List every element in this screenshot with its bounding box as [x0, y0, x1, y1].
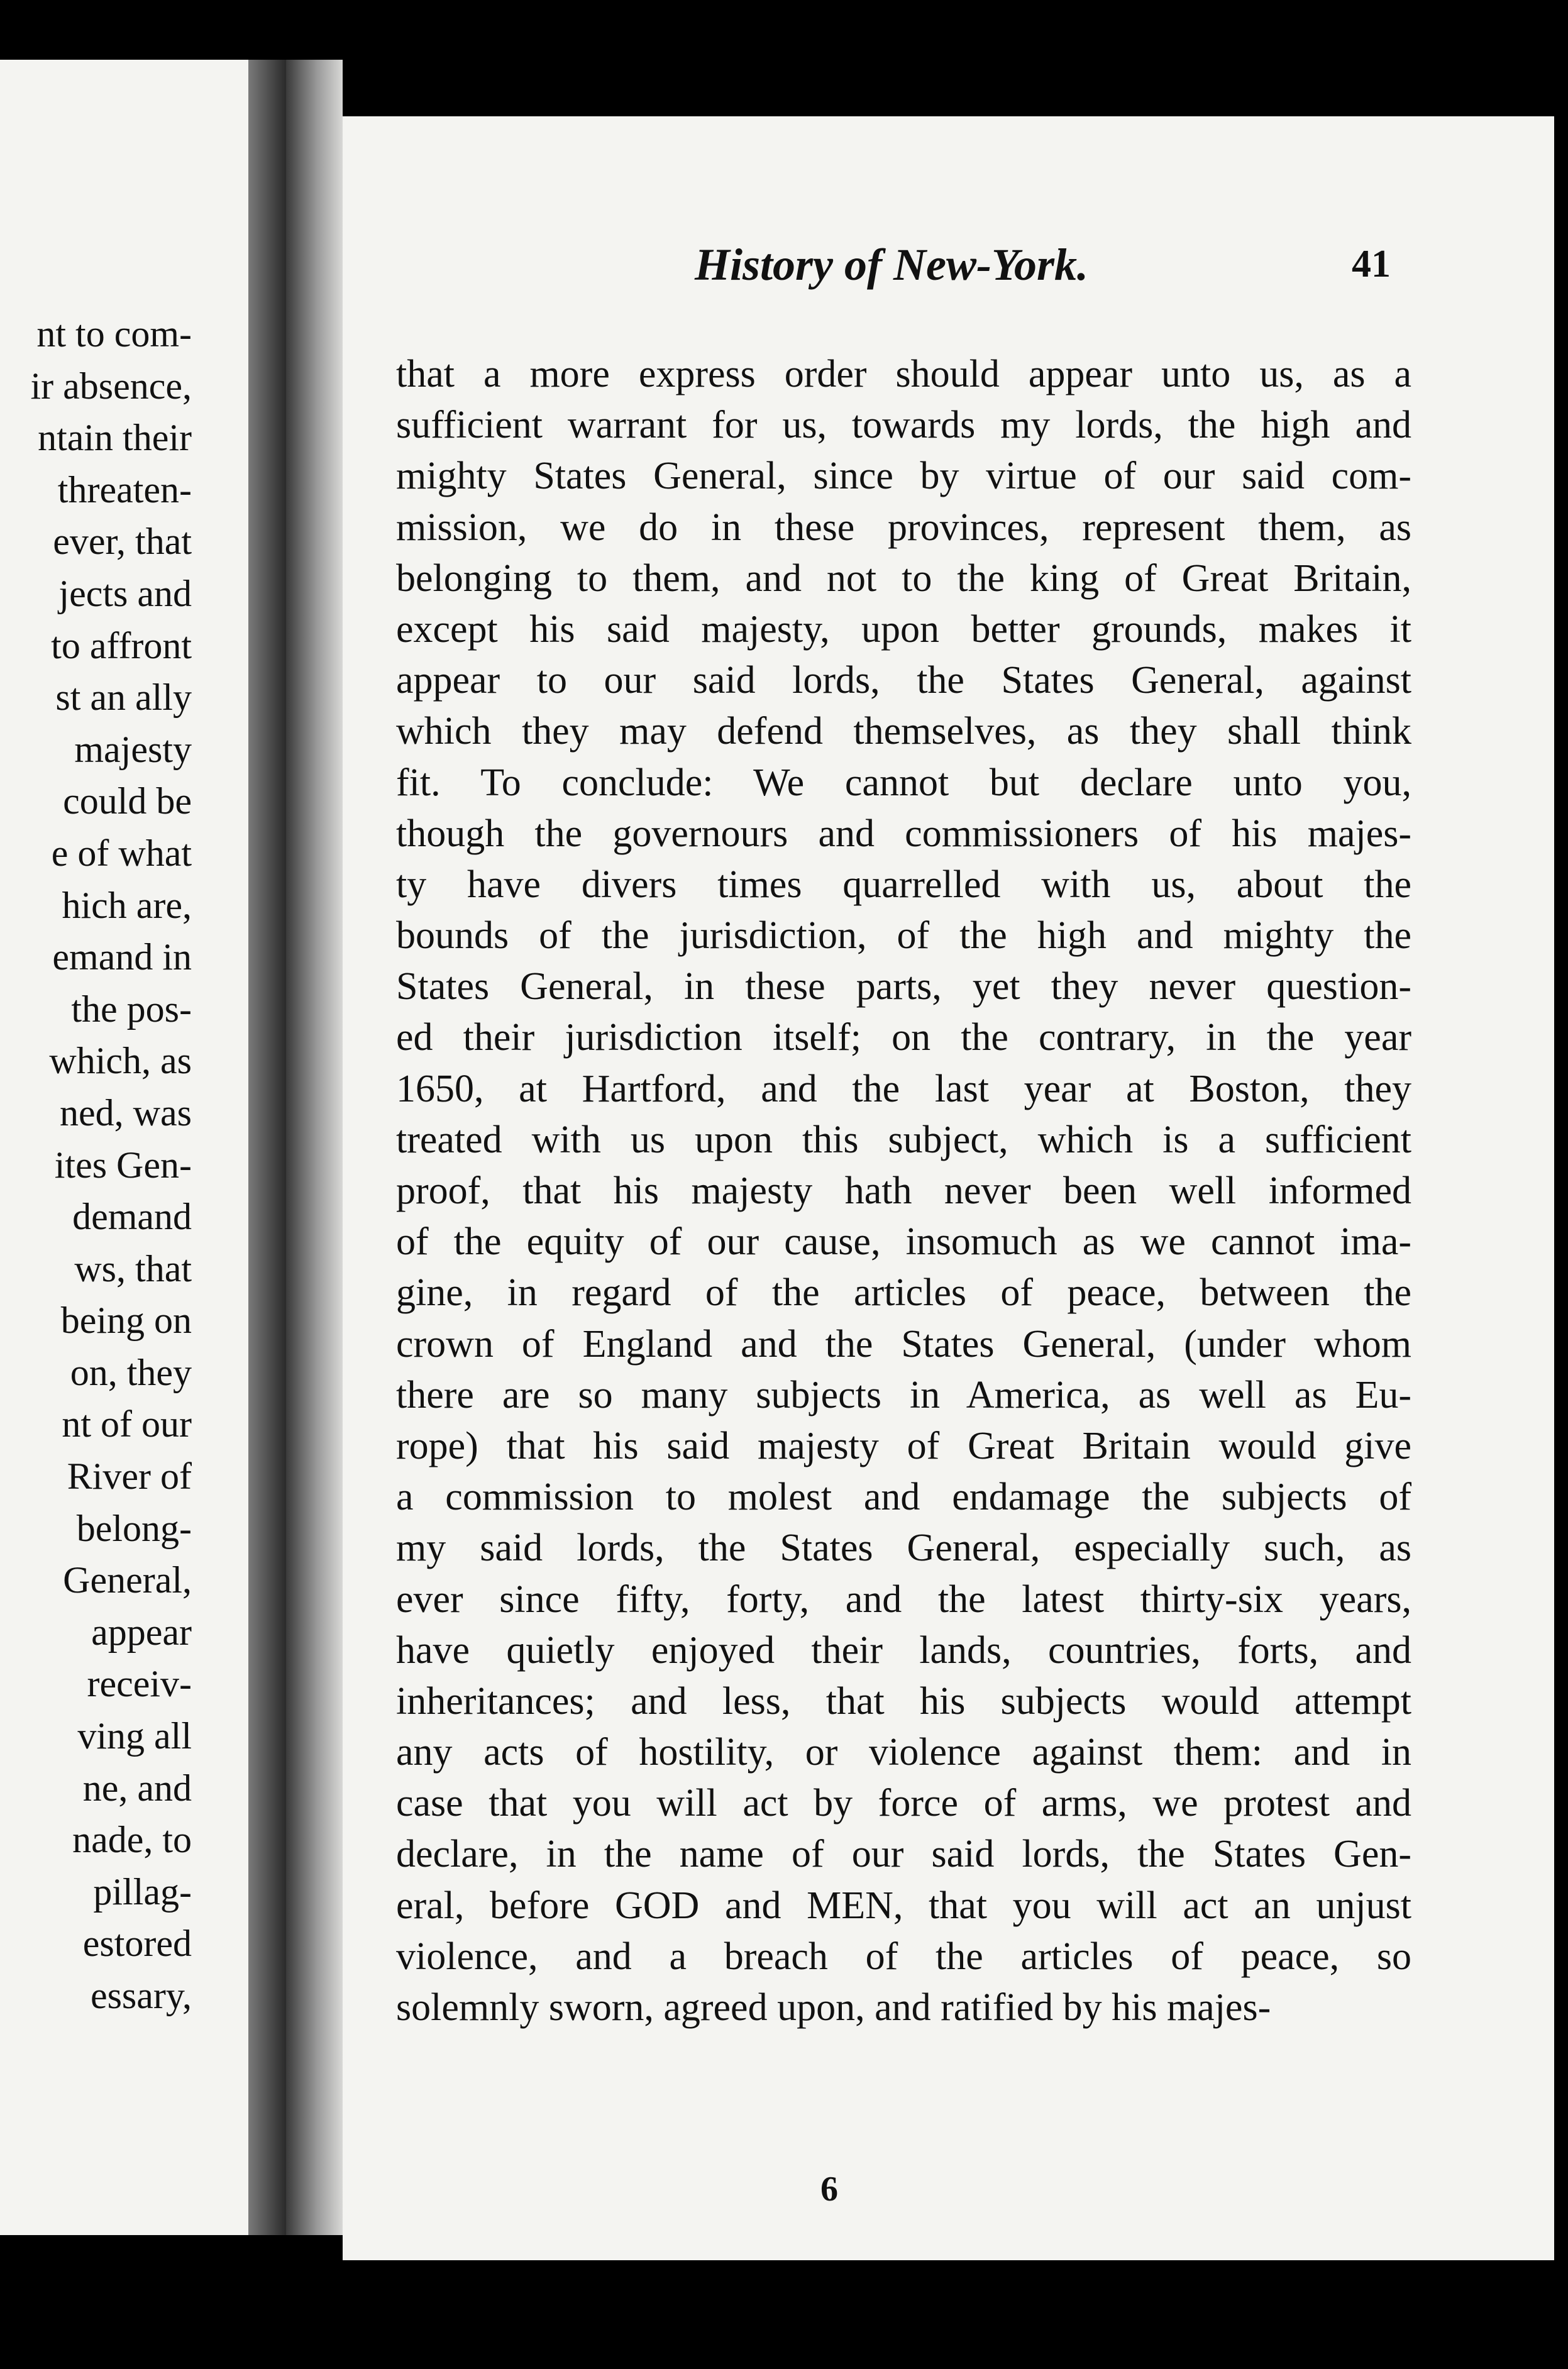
left-page-line: ir absence,	[30, 365, 192, 407]
body-line: gine, in regard of the articles of peace, between the	[396, 1271, 1411, 1315]
left-page-line: nt to com-	[36, 313, 192, 355]
left-page-line: emand in	[52, 936, 192, 978]
body-line: bounds of the jurisdiction, of the high and mighty the	[396, 914, 1411, 958]
left-page-line: which, as	[49, 1040, 192, 1082]
page-curl-shadow	[286, 60, 343, 2235]
body-line: belonging to them, and not to the king of Great Britain,	[396, 556, 1411, 600]
body-line: that a more express order should appear unto us, as a	[396, 353, 1411, 395]
body-line: eral, before GOD and MEN, that you will act an unjust	[396, 1884, 1411, 1927]
left-page-line: River of	[67, 1455, 192, 1498]
left-page-line: to affront	[51, 624, 192, 666]
left-page-line: essary,	[90, 1975, 192, 2016]
body-line: of the equity of our cause, insomuch as we cannot ima-	[396, 1220, 1411, 1264]
left-page-line: appear	[91, 1611, 192, 1653]
left-page-line: General,	[63, 1559, 192, 1601]
left-page-line: ving all	[77, 1715, 192, 1757]
body-line: mighty States General, since by virtue of our said com-	[396, 455, 1411, 498]
left-page-line: ever, that	[53, 521, 192, 563]
body-line: States General, in these parts, yet they never question-	[396, 965, 1411, 1008]
body-line: crown of England and the States General, (under whom	[396, 1322, 1411, 1366]
left-page-line: ws, that	[74, 1247, 192, 1289]
running-head: History of New-York.	[695, 240, 1088, 290]
body-line: a commission to molest and endamage the subjects of	[396, 1476, 1411, 1519]
left-page-line: st an ally	[55, 676, 192, 719]
left-page-line: pillag-	[93, 1870, 192, 1913]
body-line: treated with us upon this subject, which is a sufficient	[396, 1118, 1411, 1161]
body-line: proof, that his majesty hath never been well informed	[396, 1169, 1411, 1212]
book-gutter	[248, 60, 286, 2235]
body-line: sufficient warrant for us, towards my lords, the high and	[396, 404, 1411, 447]
left-page-line: ntain their	[38, 417, 192, 459]
left-page-line: estored	[82, 1923, 192, 1965]
body-line: violence, and a breach of the articles of peace, so	[396, 1935, 1411, 1978]
left-page-line: nt of our	[62, 1403, 192, 1445]
body-line: case that you will act by force of arms, we protest and	[396, 1782, 1411, 1825]
signature-mark: 6	[820, 2170, 838, 2209]
body-line: any acts of hostility, or violence against them: and in	[396, 1731, 1411, 1774]
scan-border	[0, 0, 1568, 60]
body-line: mission, we do in these provinces, represent them, as	[396, 505, 1411, 549]
left-page-line: being on	[60, 1300, 192, 1342]
body-line: there are so many subjects in America, as well as Eu-	[396, 1373, 1411, 1416]
left-page-line: hich are,	[62, 884, 192, 926]
body-line: rope) that his said majesty of Great Britain would give	[396, 1424, 1411, 1467]
body-line: solemnly sworn, agreed upon, and ratified by his majes-	[396, 1986, 1271, 2029]
body-line: ed their jurisdiction itself; on the contrary, in the year	[396, 1016, 1411, 1059]
body-line: inheritances; and less, that his subjects would attempt	[396, 1679, 1411, 1723]
body-line: my said lords, the States General, especially such, as	[396, 1527, 1411, 1570]
left-page-line: receiv-	[87, 1663, 192, 1705]
left-page	[0, 60, 248, 2235]
left-page-line: demand	[72, 1196, 192, 1238]
body-line: which they may defend themselves, as they shall think	[396, 710, 1411, 753]
left-page-line: ned, was	[60, 1091, 192, 1134]
body-line: except his said majesty, upon better grounds, makes it	[396, 607, 1411, 651]
left-page-line: ne, and	[82, 1767, 192, 1809]
left-page-line: jects and	[58, 572, 192, 614]
body-line: 1650, at Hartford, and the last year at Boston, they	[396, 1067, 1411, 1110]
left-page-line: the pos-	[71, 988, 192, 1030]
body-line: declare, in the name of our said lords, the States Gen-	[396, 1833, 1411, 1876]
left-page-line: ites Gen-	[54, 1144, 192, 1186]
left-page-text	[0, 308, 192, 2022]
left-page-line: threaten-	[57, 468, 192, 511]
body-line: ever since fifty, forty, and the latest thirty-six years,	[396, 1577, 1411, 1621]
left-page-line: nade, to	[72, 1819, 192, 1861]
page-number: 41	[1352, 243, 1391, 285]
left-page-line: e of what	[51, 832, 192, 874]
body-line: fit. To conclude: We cannot but declare unto you,	[396, 761, 1411, 804]
left-page-line: could be	[63, 780, 192, 822]
body-line: though the governours and commissioners of his majes-	[396, 812, 1411, 855]
body-line: ty have divers times quarrelled with us, about the	[396, 863, 1411, 906]
left-page-line: majesty	[74, 728, 192, 770]
body-line: have quietly enjoyed their lands, countries, forts, and	[396, 1628, 1411, 1672]
right-page	[343, 116, 1554, 2260]
left-page-line: belong-	[76, 1507, 192, 1549]
left-page-line: on, they	[70, 1351, 192, 1393]
body-text	[396, 349, 1411, 2033]
body-line: appear to our said lords, the States General, against	[396, 659, 1411, 702]
